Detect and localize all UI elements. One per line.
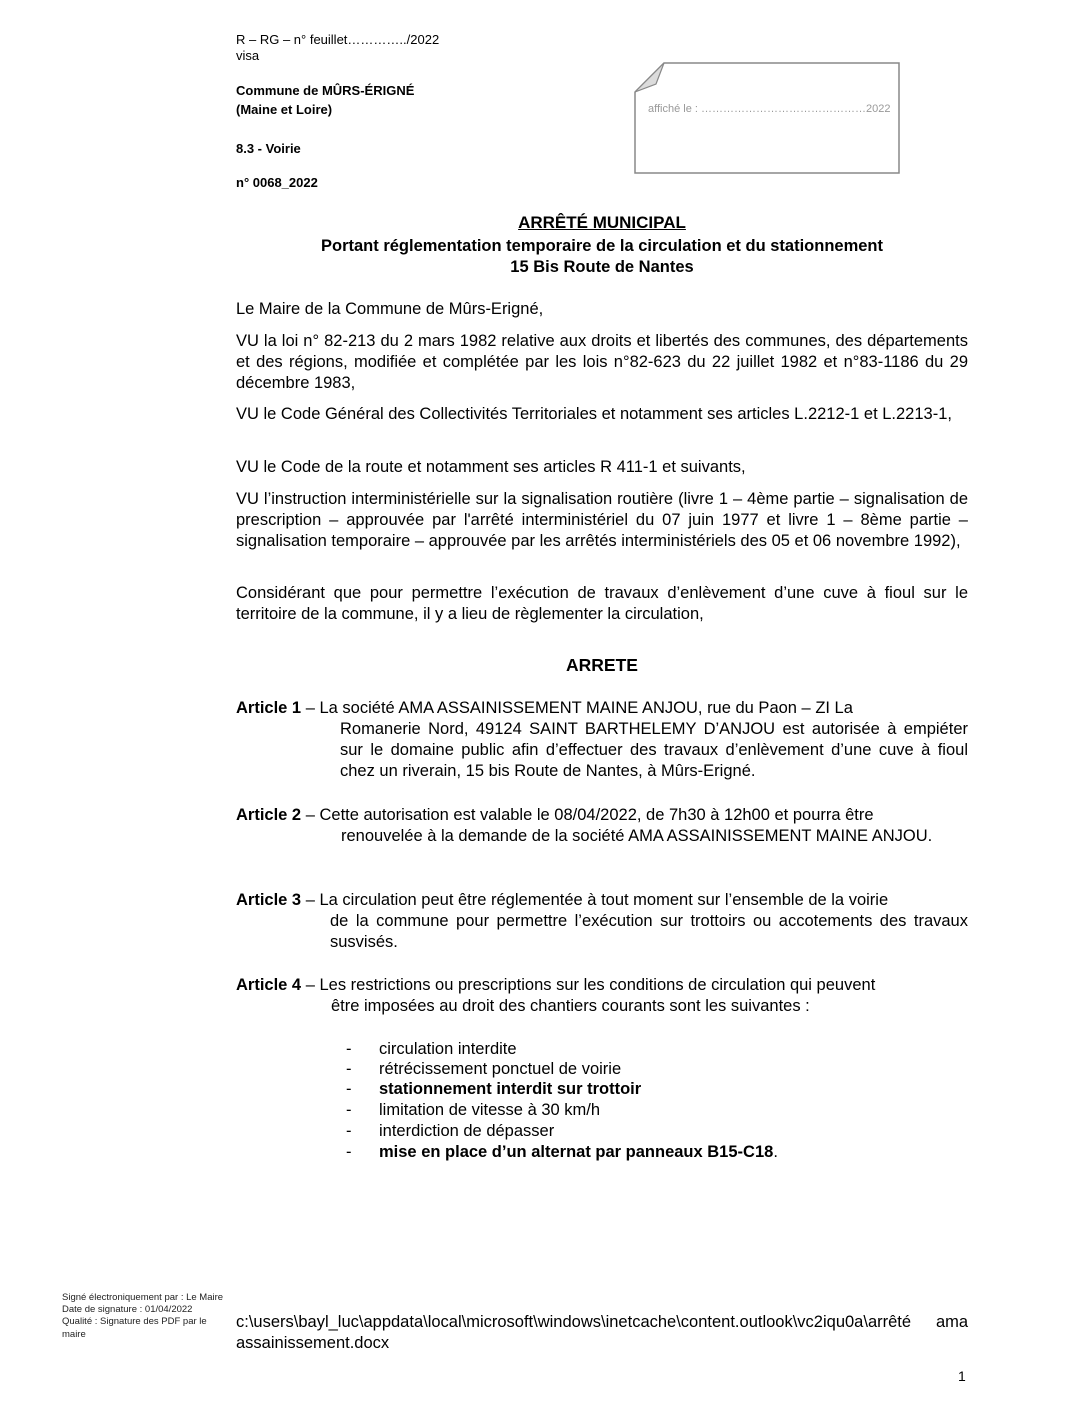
list-dash: -: [346, 1080, 352, 1098]
list-item: [346, 1039, 517, 1060]
header-category: 8.3 - Voirie: [236, 141, 301, 156]
article-3-first-line: [236, 890, 968, 911]
article-3-text: La circulation peut être réglementée à tout moment sur l’ensemble de la voirie: [319, 891, 889, 909]
article-3-body: de la commune pour permettre l’exécution sur trottoirs ou accotements des travaux susvisés.: [330, 912, 968, 951]
article-3-label: Article 3: [236, 891, 302, 909]
header-visa: visa: [236, 48, 260, 63]
article-1-label: Article 1: [236, 699, 302, 717]
list-dash: -: [346, 1040, 352, 1058]
list-item: [346, 1079, 641, 1100]
article-2-label: Article 2: [236, 806, 302, 824]
decree-title: ARRÊTÉ MUNICIPAL: [518, 213, 686, 232]
article-4-label: Article 4: [236, 976, 302, 994]
header-number: n° 0068_2022: [236, 175, 318, 190]
list-item: [346, 1100, 600, 1121]
list-item-suffix: .: [773, 1143, 778, 1161]
article-2-first-line: [236, 805, 968, 826]
list-item-text: mise en place d’un alternat par panneaux B15-C18: [379, 1143, 774, 1161]
article-1-separator: –: [301, 699, 320, 717]
preamble-considerant: Considérant que pour permettre l’exécution de travaux d’enlèvement d’une cuve à fioul sur le territoire de la commune, il y a lieu de règlementer la circulation,: [236, 584, 968, 623]
preamble-vu-code-route: VU le Code de la route et notamment ses articles R 411-1 et suivants,: [236, 458, 746, 476]
list-dash: -: [346, 1060, 352, 1078]
list-dash: -: [346, 1143, 352, 1161]
article-2-separator: –: [301, 806, 320, 824]
article-2-text: Cette autorisation est valable le 08/04/2022, de 7h30 à 12h00 et pourra être: [319, 806, 874, 824]
article-4-text: Les restrictions ou prescriptions sur les conditions de circulation qui peuvent: [319, 976, 876, 994]
list-dash: -: [346, 1122, 352, 1140]
article-2-body: renouvelée à la demande de la société AMA ASSAINISSEMENT MAINE ANJOU.: [341, 827, 933, 845]
article-4-body: être imposées au droit des chantiers courants sont les suivantes :: [331, 997, 810, 1015]
article-4-separator: –: [301, 976, 320, 994]
posting-date-label: affiché le : ………………………………………2022: [648, 103, 891, 115]
arrete-heading: ARRETE: [566, 655, 638, 675]
footer-file-path: c:\users\bayl_luc\appdata\local\microsoft\windows\inetcache\content.outlook\vc2iqu0a\arrêté: [236, 1313, 912, 1331]
list-item: [346, 1121, 554, 1142]
list-item: [346, 1142, 778, 1163]
header-region: (Maine et Loire): [236, 102, 333, 117]
list-item-text: stationnement interdit sur trottoir: [379, 1080, 642, 1098]
signature-block: [62, 1292, 232, 1341]
footer-file-name: assainissement.docx: [236, 1334, 390, 1352]
folded-corner-icon: [634, 62, 900, 174]
article-4-first-line: [236, 975, 968, 996]
signature-signer: Signé électroniquement par : Le Maire: [62, 1292, 224, 1303]
list-item-text: rétrécissement ponctuel de voirie: [379, 1060, 622, 1078]
signature-quality: Qualité : Signature des PDF par le maire: [62, 1316, 207, 1340]
list-item: [346, 1059, 621, 1080]
posting-stamp-box: [634, 62, 900, 174]
article-1-first-line: [236, 698, 968, 719]
preamble-vu-instruction: VU l’instruction interministérielle sur la signalisation routière (livre 1 – 4ème partie – signalisation de prescription – approuvée par l'arrêté interministériel du 07 juin 1977 et livre 1 – 8ème partie – signalisation temporaire – approuvée par les arrêtés interministériels des 05 et 06 novembre 1992),: [236, 490, 968, 550]
page-number: 1: [958, 1368, 966, 1384]
preamble-vu-loi: VU la loi n° 82-213 du 2 mars 1982 relative aux droits et libertés des communes, des départements et des régions, modifiée et complétée par les lois n°82-623 du 22 juillet 1982 et n°83-1186 du 29 décembre 1983,: [236, 332, 968, 392]
article-1-text: La société AMA ASSAINISSEMENT MAINE ANJOU, rue du Paon – ZI La: [319, 699, 853, 717]
decree-subtitle: Portant réglementation temporaire de la circulation et du stationnement: [320, 237, 883, 255]
list-dash: -: [346, 1101, 352, 1119]
list-item-text: interdiction de dépasser: [379, 1122, 555, 1140]
signature-date: Date de signature : 01/04/2022: [62, 1304, 193, 1316]
decree-address: 15 Bis Route de Nantes: [510, 258, 694, 276]
article-3-separator: –: [301, 891, 320, 909]
preamble-intro: Le Maire de la Commune de Mûrs-Erigné,: [236, 300, 544, 318]
list-item-text: circulation interdite: [379, 1040, 517, 1058]
header-feuillet-line: R – RG – n° feuillet…………../2022: [236, 32, 440, 47]
preamble-vu-cgct: VU le Code Général des Collectivités Territoriales et notamment ses articles L.2212-1 et L.2213-1,: [236, 405, 952, 423]
list-item-text: limitation de vitesse à 30 km/h: [379, 1101, 601, 1119]
header-commune: Commune de MÛRS-ÉRIGNÉ: [236, 83, 415, 98]
article-1-body: Romanerie Nord, 49124 SAINT BARTHELEMY D’ANJOU est autorisée à empiéter sur le domaine public afin d’effectuer des travaux d’enlèvement d’une cuve à fioul chez un riverain, 15 bis Route de Nantes, à Mûrs-Erigné.: [340, 720, 968, 780]
footer-file-path-word: ama: [936, 1313, 969, 1331]
